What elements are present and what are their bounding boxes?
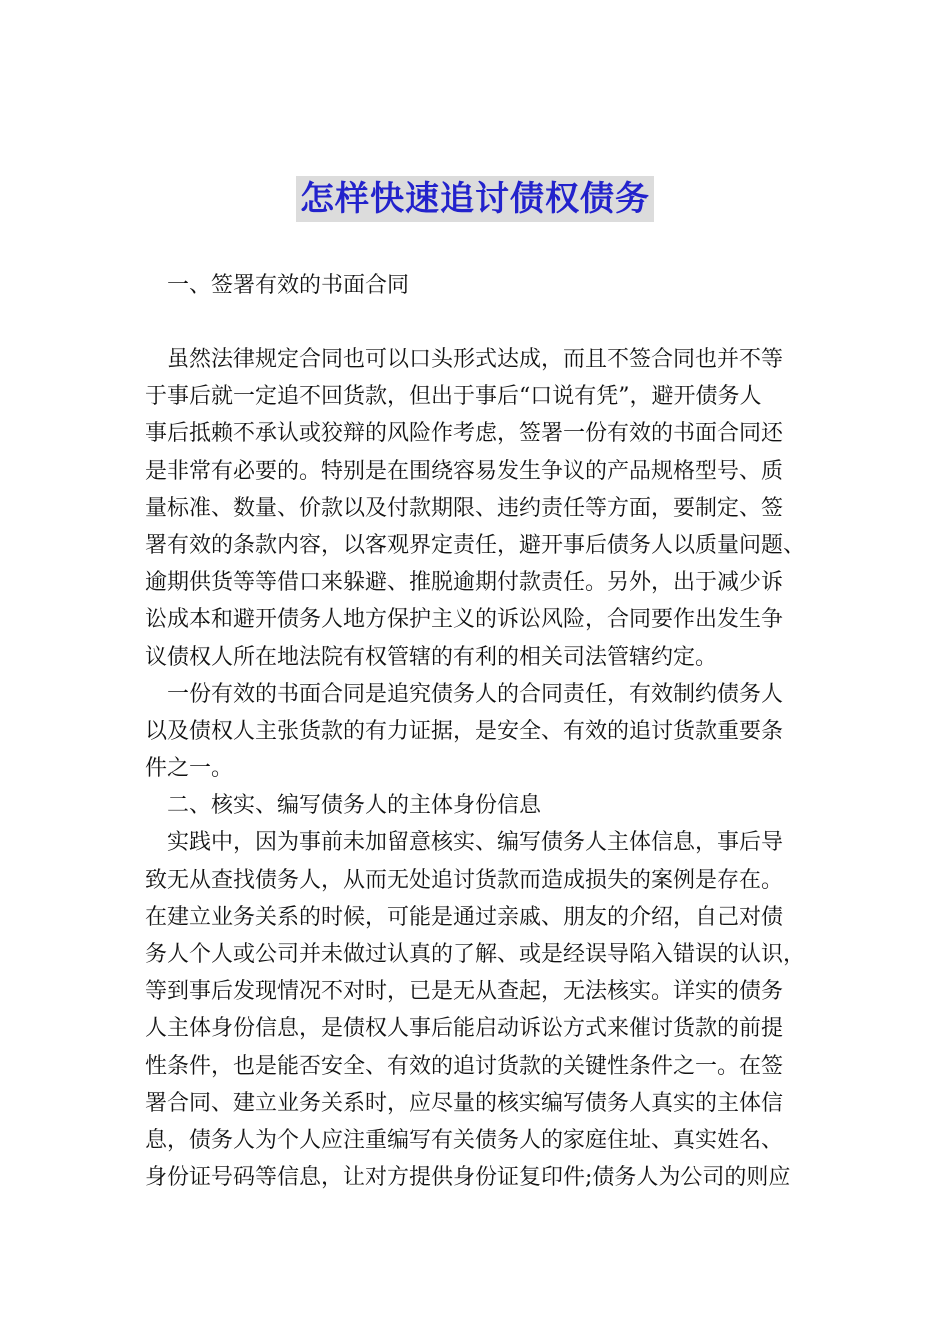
text-line: 实践中，因为事前未加留意核实、编写债务人主体信息，事后导 bbox=[167, 830, 784, 856]
text-line: 人主体身份信息，是债权人事后能启动诉讼方式来催讨货款的前提 bbox=[145, 1016, 784, 1042]
text-line: 讼成本和避开债务人地方保护主义的诉讼风险，合同要作出发生争 bbox=[145, 607, 784, 633]
text-line: 于事后就一定追不回货款，但出于事后“口说有凭”，避开债务人 bbox=[145, 384, 762, 410]
document-title: 怎样快速追讨债权债务 bbox=[296, 176, 654, 222]
text-line: 事后抵赖不承认或狡辩的风险作考虑，签署一份有效的书面合同还 bbox=[145, 421, 784, 447]
text-line: 息，债务人为个人应注重编写有关债务人的家庭住址、真实姓名、 bbox=[145, 1127, 784, 1153]
text-line: 署合同、建立业务关系时，应尽量的核实编写债务人真实的主体信 bbox=[145, 1090, 784, 1116]
section-1-heading-block bbox=[145, 267, 810, 304]
text-line: 在建立业务关系的时候，可能是通过亲戚、朋友的介绍，自己对债 bbox=[145, 904, 784, 930]
text-line: 虽然法律规定合同也可以口头形式达成，而且不签合同也并不等 bbox=[167, 347, 784, 372]
text-line: 是非常有必要的。特别是在围绕容易发生争议的产品规格型号、质 bbox=[145, 458, 784, 484]
text-line: 逾期供货等等借口来躲避、推脱逾期付款责任。另外，出于减少诉 bbox=[145, 570, 784, 596]
text-line: 一份有效的书面合同是追究债务人的合同责任，有效制约债务人 bbox=[167, 681, 784, 707]
section-1-heading: 一、签署有效的书面合同 bbox=[167, 273, 410, 298]
section-1-paragraph-1 bbox=[145, 341, 810, 1196]
text-line: 件之一。 bbox=[145, 756, 234, 782]
text-line: 致无从查找债务人，从而无处追讨货款而造成损失的案例是存在。 bbox=[145, 867, 784, 893]
text-line: 等到事后发现情况不对时，已是无从查起，无法核实。详实的债务 bbox=[145, 979, 784, 1005]
text-line: 身份证号码等信息，让对方提供身份证复印件;债务人为公司的则应 bbox=[145, 1165, 791, 1191]
title-container bbox=[0, 176, 950, 222]
text-line: 署有效的条款内容，以客观界定责任，避开事后债务人以质量问题、 bbox=[145, 532, 806, 558]
section-2-heading: 二、核实、编写债务人的主体身份信息 bbox=[167, 793, 542, 819]
text-line: 性条件，也是能否安全、有效的追讨货款的关键性条件之一。在签 bbox=[145, 1053, 784, 1079]
text-line: 议债权人所在地法院有权管辖的有利的相关司法管辖约定。 bbox=[145, 644, 718, 670]
text-line: 务人个人或公司并未做过认真的了解、或是经误导陷入错误的认识， bbox=[145, 942, 806, 967]
text-line: 以及债权人主张货款的有力证据，是安全、有效的追讨货款重要条 bbox=[145, 718, 784, 744]
text-line: 量标准、数量、价款以及付款期限、违约责任等方面，要制定、签 bbox=[145, 495, 784, 521]
